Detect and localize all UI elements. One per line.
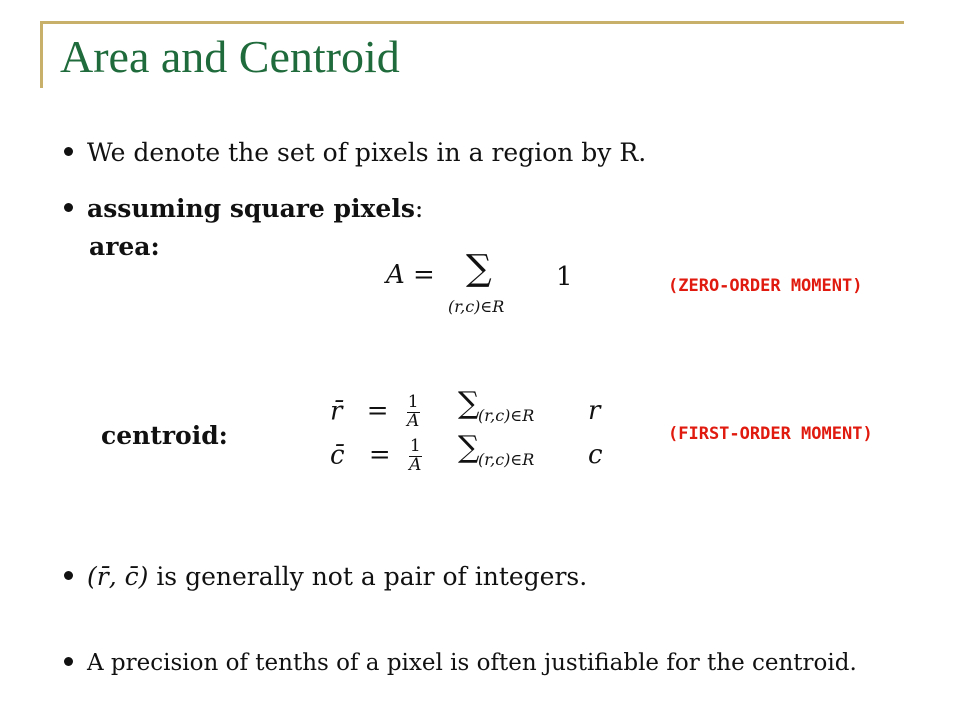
centroid-r-row	[330, 394, 420, 431]
area-lhs-symbol: A	[386, 260, 405, 290]
area-equals: =	[413, 260, 435, 290]
area-formula-lhs	[386, 260, 435, 290]
bullet-square-pixels-colon: :	[414, 194, 424, 223]
c-fraction-denominator: A	[409, 454, 422, 475]
r-fraction-denominator: A	[407, 410, 420, 431]
r-term: r	[588, 396, 601, 426]
area-label: area:	[89, 232, 160, 261]
bullet-dot	[64, 571, 73, 580]
bullet-dot	[64, 657, 73, 666]
frame-left-line	[40, 21, 43, 88]
bullet-region	[64, 138, 646, 167]
c-sigma: ∑	[458, 430, 480, 465]
frame-top-line	[40, 21, 904, 24]
area-term: 1	[556, 262, 573, 292]
bullet-square-pixels-text: assuming square pixels	[87, 194, 415, 223]
c-term: c	[588, 440, 603, 470]
r-bar-symbol: r̄	[330, 396, 343, 427]
r-equals: =	[366, 396, 389, 427]
bullet-dot	[64, 203, 73, 212]
bullet-precision-text: A precision of tenths of a pixel is often justifiable for the centroid.	[87, 650, 857, 676]
area-sigma-subscript: (r,c)∈R	[448, 297, 505, 316]
bullet-not-integers-text: is generally not a pair of integers.	[156, 562, 588, 591]
r-sigma: ∑	[458, 386, 480, 421]
bullet-precision	[64, 650, 857, 676]
first-order-note: (FIRST-ORDER MOMENT)	[668, 424, 873, 444]
r-fraction-numerator: 1	[407, 392, 419, 412]
c-bar-symbol: c̄	[330, 440, 345, 471]
area-sigma: ∑	[466, 248, 492, 289]
centroid-label: centroid:	[101, 421, 228, 450]
slide-title: Area and Centroid	[60, 31, 400, 82]
zero-order-note: (ZERO-ORDER MOMENT)	[668, 276, 863, 296]
bullet-region-text: We denote the set of pixels in a region by R.	[87, 138, 647, 167]
r-sigma-subscript: (r,c)∈R	[478, 406, 535, 425]
c-sigma-subscript: (r,c)∈R	[478, 450, 535, 469]
bullet-not-integers	[64, 562, 587, 591]
centroid-c-row	[330, 438, 422, 475]
c-fraction-numerator: 1	[409, 436, 421, 456]
bullet-square-pixels	[64, 194, 423, 223]
bullet-dot	[64, 147, 73, 156]
c-fraction	[409, 438, 422, 475]
c-equals: =	[368, 440, 391, 471]
centroid-pair: (r̄, c̄)	[87, 562, 149, 591]
r-fraction	[407, 394, 420, 431]
